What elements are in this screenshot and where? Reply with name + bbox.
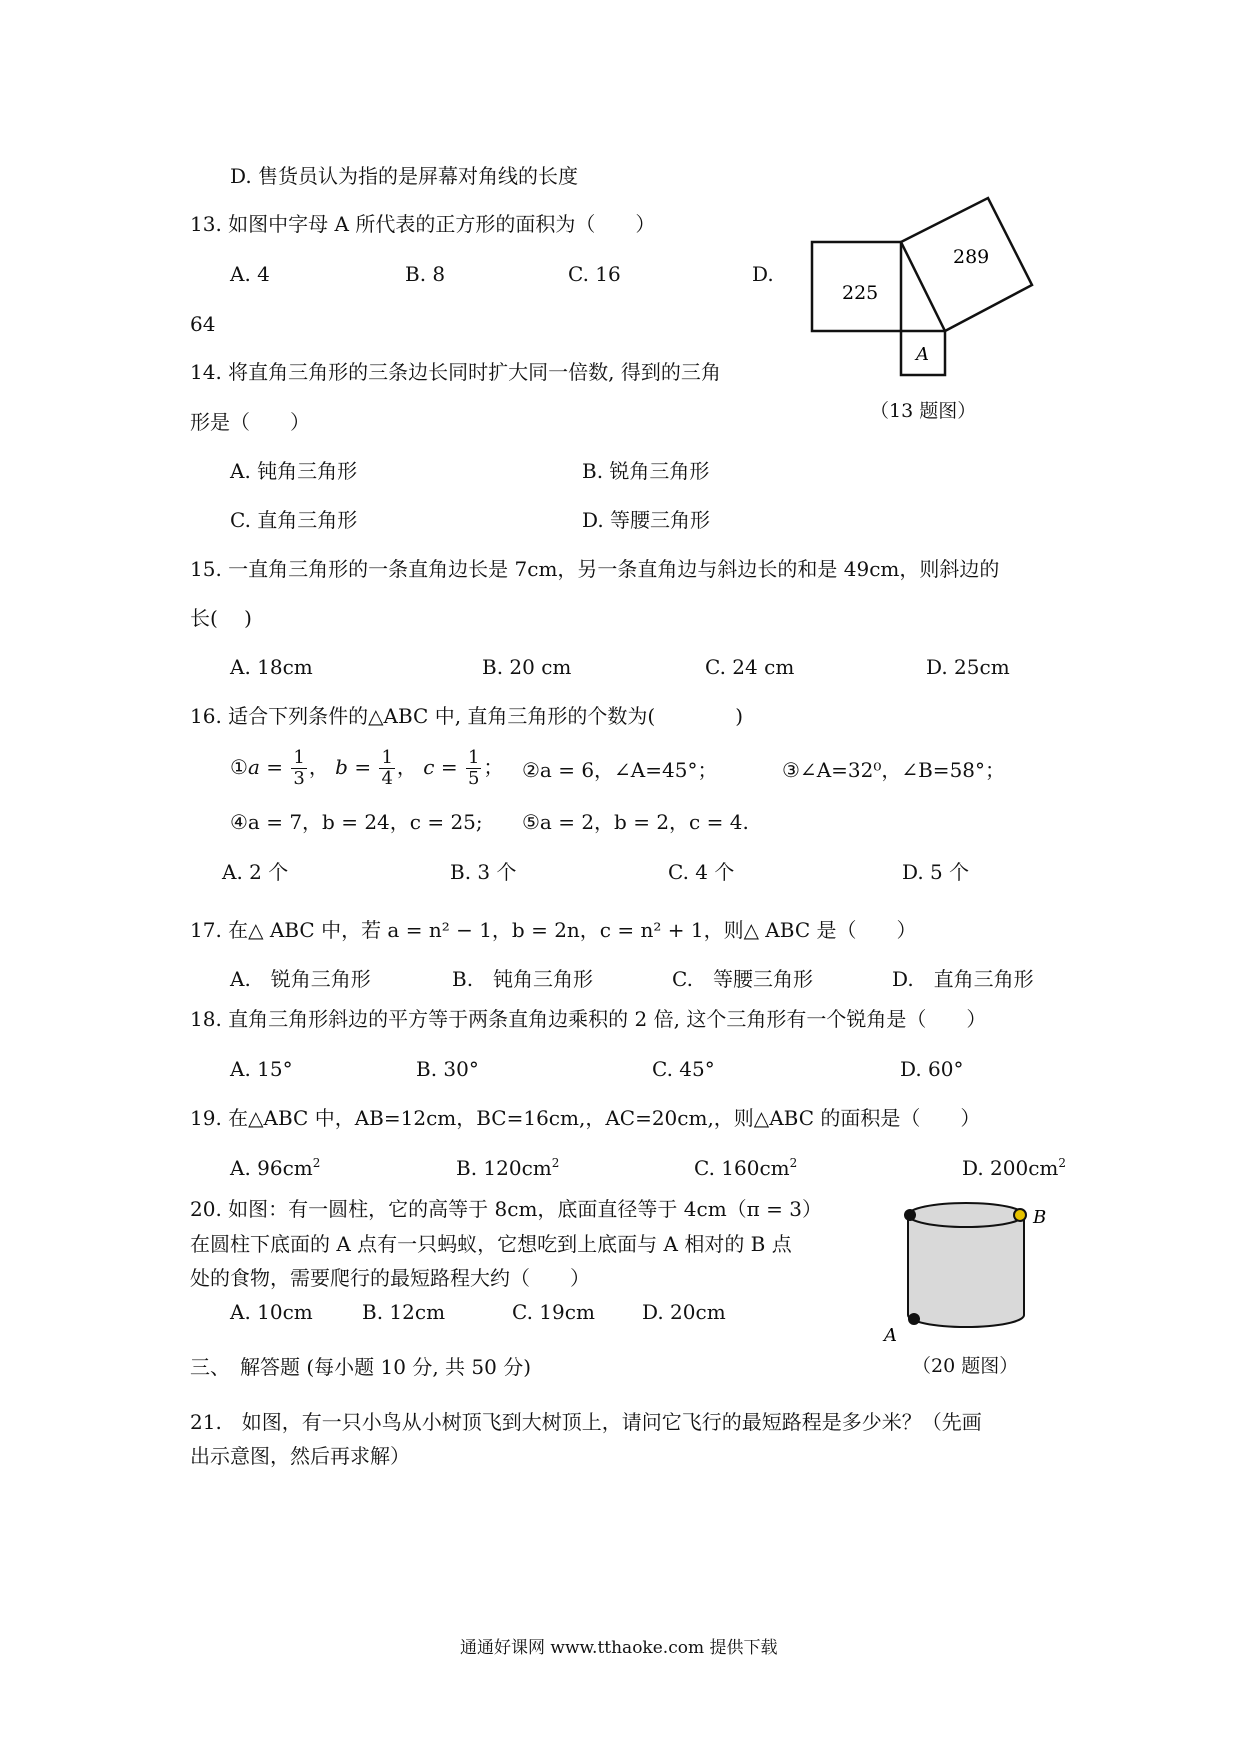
q13-option-d-value: 64 [190,312,216,336]
option-a-text: A. 96cm [230,1156,313,1180]
q20-option-b: B. 12cm [362,1300,446,1324]
cylinder-body [908,1215,1024,1327]
q20-caption: （20 题图） [912,1355,1019,1377]
q17-option-a: A. 锐角三角形 [230,967,371,991]
q16-option-b: B. 3 个 [450,860,517,884]
q13-option-d: D. [752,262,774,286]
unit-exponent: 2 [551,1156,560,1170]
q20-stem-line1: 20. 如图：有一圆柱，它的高等于 8cm，底面直径等于 4cm（π = 3） [190,1197,823,1221]
q14-option-c: C. 直角三角形 [230,508,358,532]
unit-exponent: 2 [312,1156,321,1170]
option-d-text: D. 200cm [962,1156,1059,1180]
footer-text: 通通好课网 www.tthaoke.com 提供下载 [460,1638,778,1658]
q18-option-d: D. 60° [900,1057,964,1081]
q20-stem-line2: 在圆柱下底面的 A 点有一只蚂蚁，它想吃到上底面与 A 相对的 B 点 [190,1232,792,1256]
q16-condition-5: ⑤a = 2，b = 2，c = 4. [522,810,749,834]
q14-stem-line2: 形是（ ） [190,410,310,434]
fraction-a [291,748,306,789]
var-c: c [423,754,435,779]
q16-condition-2: ②a = 6，∠A=45°； [522,758,718,782]
q20-option-c: C. 19cm [512,1300,595,1324]
q13-option-a: A. 4 [230,262,270,286]
fraction-a-num: 1 [293,747,305,768]
dot-top-left [904,1209,916,1221]
q21-stem-line2: 出示意图，然后再求解） [190,1444,410,1468]
q18-option-a: A. 15° [230,1057,293,1081]
fraction-a-den: 3 [293,767,305,789]
point-b-dot [1014,1209,1026,1221]
label-225: 225 [842,282,879,304]
section3-title: 三、 解答题 (每小题 10 分, 共 50 分) [190,1355,532,1379]
q20-option-d: D. 20cm [642,1300,726,1324]
q15-stem-line2: 长( ) [190,606,252,630]
q16-option-c: C. 4 个 [668,860,735,884]
fraction-b-den: 4 [381,767,393,789]
option-b-text: B. 120cm [456,1156,552,1180]
q20-cylinder-figure [870,1195,1050,1345]
q14-option-a: A. 钝角三角形 [230,459,358,483]
q16-condition-4: ④a = 7，b = 24，c = 25; [230,810,483,834]
q20-option-a: A. 10cm [230,1300,313,1324]
q16-stem: 16. 适合下列条件的△ABC 中, 直角三角形的个数为( ) [190,704,744,728]
unit-exponent: 2 [1058,1156,1067,1170]
q17-option-b: B. 钝角三角形 [452,967,594,991]
var-a: a [247,754,260,779]
q15-option-b: B. 20 cm [482,655,572,679]
q19-option-a [230,1158,320,1178]
q21-stem-line1: 21. 如图，有一只小鸟从小树顶飞到大树顶上，请问它飞行的最短路程是多少米？（先画 [190,1410,982,1434]
label-a: A [916,344,929,365]
q15-stem-line1: 15. 一直角三角形的一条直角边长是 7cm，另一条直角边与斜边长的和是 49cm，则斜边的 [190,557,1000,581]
q13-stem: 13. 如图中字母 A 所代表的正方形的面积为（ ） [190,212,656,236]
label-a: A [884,1325,897,1345]
fraction-c-den: 5 [467,767,480,789]
q19-option-c [694,1158,797,1178]
label-b: B [1033,1207,1047,1228]
q17-stem: 17. 在△ ABC 中，若 a = n² − 1，b = 2n，c = n² + 1，则△ ABC 是（ ） [190,918,917,942]
q20-stem-line3: 处的食物，需要爬行的最短路程大约（ ） [190,1266,590,1290]
q16-condition-3: ③∠A=32⁰，∠B=58°； [782,758,1006,782]
var-b: b [335,754,348,779]
q13-squares-figure [800,190,1060,385]
q12-option-d: D. 售货员认为指的是屏幕对角线的长度 [230,164,579,188]
q16-option-a: A. 2 个 [222,860,289,884]
q17-option-d: D. 直角三角形 [892,967,1034,991]
q15-option-d: D. 25cm [926,655,1010,679]
q18-option-b: B. 30° [416,1057,479,1081]
fraction-b-num: 1 [381,747,393,768]
q19-stem: 19. 在△ABC 中，AB=12cm，BC=16cm,，AC=20cm,，则△ABC 的面积是（ ） [190,1106,981,1130]
label-289: 289 [953,246,990,268]
q18-stem: 18. 直角三角形斜边的平方等于两条直角边乘积的 2 倍, 这个三角形有一个锐角是（ ） [190,1007,987,1031]
fraction-c [466,748,481,789]
point-a-dot [908,1313,920,1325]
q14-stem-line1: 14. 将直角三角形的三条边长同时扩大同一倍数, 得到的三角 [190,360,721,384]
q14-option-b: B. 锐角三角形 [582,459,710,483]
q19-option-d [962,1158,1066,1178]
q16-option-d: D. 5 个 [902,860,970,884]
fraction-b [379,748,394,789]
q13-option-c: C. 16 [568,262,621,286]
unit-exponent: 2 [789,1156,798,1170]
q15-option-a: A. 18cm [230,655,313,679]
q16-condition-1: ①a = $\frac{1}{3}$ ， b = $\frac{1}{4}$ ， c = $\frac{1}{5}$ ； [230,747,504,789]
fraction-c-num: 1 [467,747,480,768]
q13-option-b: B. 8 [405,262,446,286]
q18-option-c: C. 45° [652,1057,715,1081]
condition-1-label: ① [230,754,248,779]
option-c-text: C. 160cm [694,1156,790,1180]
q17-option-c: C. 等腰三角形 [672,967,813,991]
q13-caption: （13 题图） [870,400,977,422]
q15-option-c: C. 24 cm [705,655,795,679]
q14-option-d: D. 等腰三角形 [582,508,711,532]
cylinder-top [908,1203,1024,1227]
q19-option-b [456,1158,559,1178]
